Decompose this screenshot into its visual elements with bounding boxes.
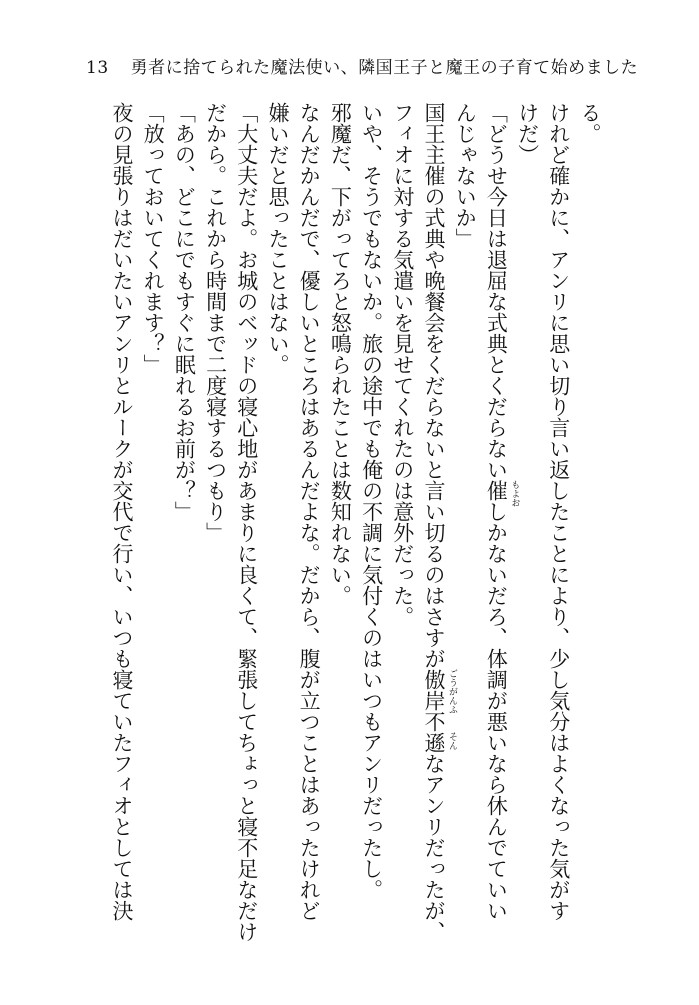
page-number: 13 <box>86 58 109 78</box>
ruby-annotation: そん <box>446 732 457 750</box>
text-segment: なアンリだったが、 <box>421 753 446 942</box>
text-segment: 「どうせ今日は退屈な式典とくだらない <box>484 102 509 480</box>
text-column: 夜の見張りはだいたいアンリとルークが交代で行い、いつも寝ていたフィオとしては決 <box>109 102 134 921</box>
ruby-base <box>484 480 520 507</box>
text-column-with-ruby <box>418 102 457 962</box>
vertical-body-text <box>106 102 605 962</box>
ruby-base-text: 傲岸不 <box>421 669 446 732</box>
text-column: 「放っておいてくれます？」 <box>141 102 166 375</box>
text-column: だから。これから時間まで二度寝するつもり」 <box>203 102 228 543</box>
text-column: 「あの、どこにでもすぐに眠れるお前が？」 <box>172 102 197 522</box>
text-column: いや、そうでもないか。旅の途中でも俺の不調に気付くのはいつもアンリだったし。 <box>359 102 384 900</box>
text-column: けれど確かに、アンリに思い切り言い返したことにより、少し気分はよくなった気がす <box>546 102 571 921</box>
text-segment: 国王主催の式典や晩餐会をくだらないと言い切るのはさすが <box>421 102 446 669</box>
ruby-base-text: 遜 <box>421 732 446 753</box>
page-header <box>86 58 638 78</box>
text-column: んじゃないか」 <box>453 102 478 249</box>
ruby-annotation: もよお <box>509 480 520 507</box>
text-column: けだ） <box>515 102 540 165</box>
text-segment: しかないだろ、体調が悪いなら休んでていい <box>484 501 509 921</box>
running-title: 勇者に捨てられた魔法使い、隣国王子と魔王の子育て始めました <box>130 58 639 78</box>
text-column-with-ruby <box>480 102 520 962</box>
text-column: 「大丈夫だよ。お城のベッドの寝心地があまりに良くて、緊張してちょっと寝不足なだけ <box>234 102 259 942</box>
ruby-annotation: ごうがんふ <box>446 669 457 714</box>
ruby-base <box>421 732 457 753</box>
ruby-base <box>421 669 457 732</box>
text-column: 邪魔だ、下がってろと怒鳴られたことは数知れない。 <box>328 102 353 606</box>
text-column: 嫌いだと思ったことはない。 <box>265 102 290 375</box>
text-column: る。 <box>578 102 602 144</box>
text-column: なんだかんだで、優しいところはあるんだよな。だから、腹が立つことはあったけれど <box>297 102 322 921</box>
text-column: フィオに対する気遣いを見せてくれたのは意外だった。 <box>390 102 415 627</box>
ruby-base-text: 催 <box>484 480 509 501</box>
